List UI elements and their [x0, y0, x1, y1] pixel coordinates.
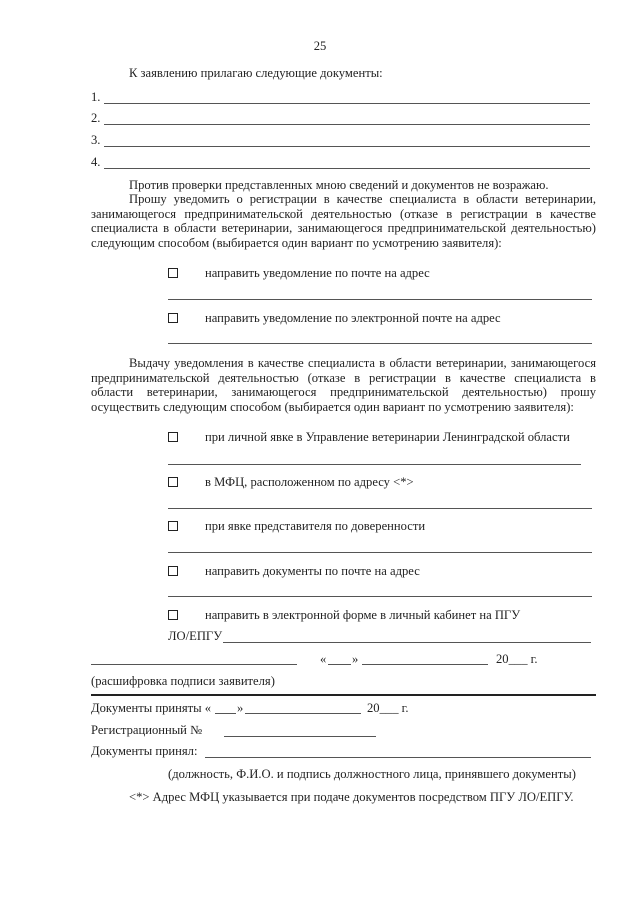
- date-month-line[interactable]: [362, 664, 488, 665]
- lo-epgu-line[interactable]: [223, 642, 591, 643]
- issue-option-mail-label: направить документы по почте на адрес: [205, 564, 420, 578]
- issue-mail-address-line[interactable]: [168, 596, 592, 597]
- checkbox-issue-personal[interactable]: [168, 432, 178, 442]
- attachment-item-1: 1.: [91, 90, 101, 104]
- checkbox-issue-mfc[interactable]: [168, 477, 178, 487]
- accepted-year: 20___ г.: [367, 701, 409, 715]
- accepted-by-line[interactable]: [205, 757, 591, 758]
- issue-option-representative-label: при явке представителя по доверенности: [205, 519, 426, 533]
- issue-representative-line[interactable]: [168, 552, 592, 553]
- signature-caption: (расшифровка подписи заявителя): [91, 674, 275, 688]
- notify-option-email-label: направить уведомление по электронной почте на адрес: [205, 311, 501, 325]
- attachments-intro: К заявлению прилагаю следующие документы:: [129, 66, 383, 80]
- footnote: <*> Адрес МФЦ указывается при подаче документов посредством ПГУ ЛО/ЕПГУ.: [129, 790, 574, 804]
- notify-paragraph: [91, 192, 596, 250]
- accepted-close-quote: »: [237, 701, 244, 715]
- notify-paragraph-text: Прошу уведомить о регистрации в качестве специалиста в области ветеринарии, занимающегося предпринимательской деятельностью (отказе в регистрации в качестве специалиста в области ветеринарии, занимающегося предпринимательской деятельностью) следующим способом (выбирается один вариант по усмотрению заявителя):: [91, 192, 596, 250]
- accepted-by-label: Документы принял:: [91, 744, 198, 758]
- checkbox-issue-representative[interactable]: [168, 521, 178, 531]
- date-open-quote: «: [320, 652, 327, 666]
- notify-option-mail-label: направить уведомление по почте на адрес: [205, 266, 430, 280]
- attachment-item-2: 2.: [91, 111, 101, 125]
- accepted-month-line[interactable]: [245, 713, 361, 714]
- issue-option-mfc-label: в МФЦ, расположенном по адресу <*>: [205, 475, 414, 489]
- lo-epgu-label: ЛО/ЕПГУ: [168, 629, 223, 643]
- attachment-line-1[interactable]: [104, 103, 590, 104]
- accepted-day-line[interactable]: [215, 713, 236, 714]
- issue-option-personal-label: при личной явке в Управление ветеринарии Ленинградской области: [205, 430, 570, 444]
- checkbox-notify-email[interactable]: [168, 313, 178, 323]
- office-section-divider: [91, 694, 596, 696]
- issue-option-electronic-label: направить в электронной форме в личный кабинет на ПГУ: [205, 608, 521, 622]
- signature-line[interactable]: [91, 664, 297, 665]
- attachment-item-3: 3.: [91, 133, 101, 147]
- issue-personal-line[interactable]: [168, 464, 581, 465]
- issue-mfc-address-line[interactable]: [168, 508, 592, 509]
- date-close-quote: »: [352, 652, 359, 666]
- date-year: 20___ г.: [496, 652, 538, 666]
- notify-mail-address-line[interactable]: [168, 299, 592, 300]
- accepted-by-caption: (должность, Ф.И.О. и подпись должностного лица, принявшего документы): [168, 767, 576, 781]
- page-number: 25: [313, 39, 327, 53]
- issue-paragraph-text: Выдачу уведомления в качестве специалиста в области ветеринарии, занимающегося предпринимательской деятельностью (отказе в регистрации в качестве специалиста в области ветеринарии, занимающегося предпринимательской деятельностью) прошу осуществить следующим способом (выбирается один вариант по усмотрению заявителя):: [91, 356, 596, 414]
- attachment-line-4[interactable]: [104, 168, 590, 169]
- notify-email-address-line[interactable]: [168, 343, 592, 344]
- checkbox-issue-electronic[interactable]: [168, 610, 178, 620]
- date-day-line[interactable]: [328, 664, 351, 665]
- accepted-label: Документы приняты «: [91, 701, 212, 715]
- attachment-line-3[interactable]: [104, 146, 590, 147]
- issue-paragraph: [91, 356, 596, 414]
- checkbox-notify-mail[interactable]: [168, 268, 178, 278]
- no-objection-statement: Против проверки представленных мною сведений и документов не возражаю.: [129, 178, 549, 192]
- attachment-line-2[interactable]: [104, 124, 590, 125]
- registration-number-label: Регистрационный №: [91, 723, 203, 737]
- attachment-item-4: 4.: [91, 155, 101, 169]
- registration-number-line[interactable]: [224, 736, 376, 737]
- checkbox-issue-mail[interactable]: [168, 566, 178, 576]
